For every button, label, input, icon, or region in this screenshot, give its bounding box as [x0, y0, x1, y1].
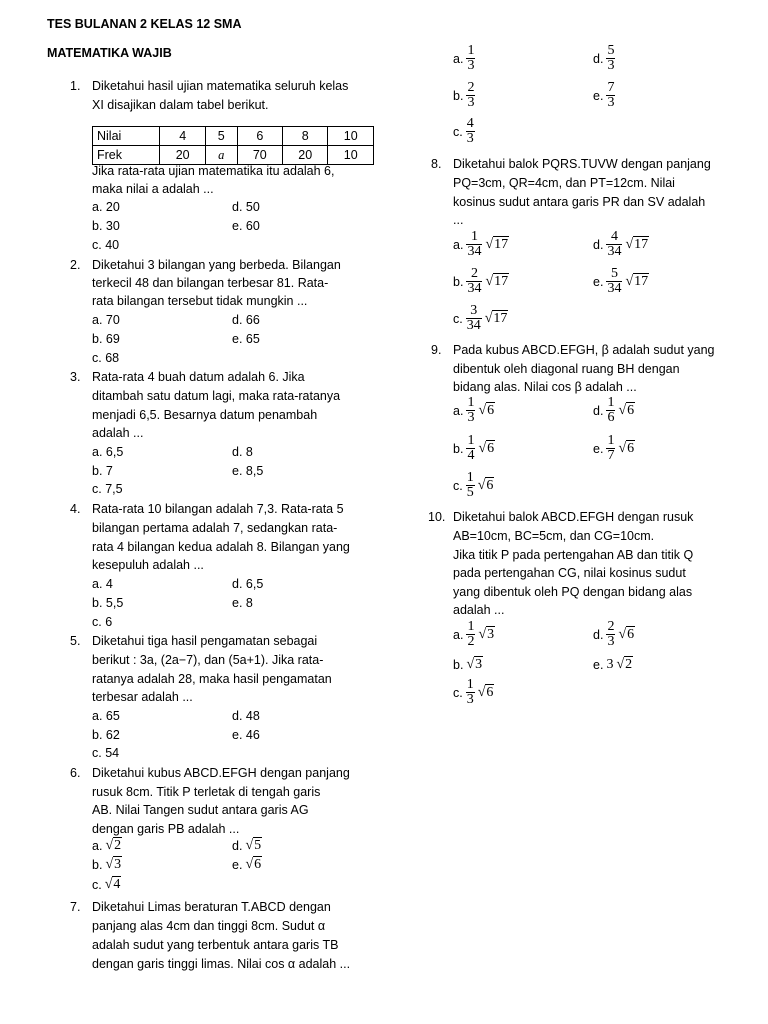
sqrt-expression: √6: [618, 440, 635, 456]
numerator: 1: [466, 677, 474, 692]
fraction: [466, 81, 475, 110]
fraction: [606, 81, 615, 110]
q10-option-e[interactable]: [593, 656, 633, 674]
radicand: 6: [627, 402, 635, 418]
table-cell: 4: [160, 127, 205, 146]
q7-line: adalah sudut yang terbentuk antara garis TB: [92, 938, 339, 952]
q5-line: ratanya adalah 28, maka hasil pengamatan: [92, 672, 332, 686]
q10-number: 10.: [428, 510, 446, 524]
q4-line: kesepuluh adalah ...: [92, 558, 204, 572]
radicand: 17: [494, 236, 509, 252]
radicand: 6: [487, 402, 495, 418]
denominator: 3: [466, 692, 474, 707]
q10-line: pada pertengahan CG, nilai kosinus sudut: [453, 566, 686, 580]
q2-line: rata bilangan tersebut tidak mungkin ...: [92, 294, 308, 308]
sqrt-expression: √6: [478, 440, 495, 456]
numerator: 7: [607, 80, 615, 95]
q8-line: ...: [453, 213, 464, 227]
subject-title: MATEMATIKA WAJIB: [47, 46, 172, 60]
q7-line: Diketahui Limas beraturan T.ABCD dengan: [92, 900, 331, 914]
sqrt-expression: √17: [485, 273, 509, 289]
numerator: 1: [607, 433, 615, 448]
q1-option-b[interactable]: b. 30: [92, 219, 120, 233]
fraction: [606, 44, 615, 73]
q1-line: maka nilai a adalah ...: [92, 182, 214, 196]
q10-line: yang dibentuk oleh PQ dengan bidang alas: [453, 585, 693, 599]
q5-number: 5.: [70, 634, 81, 648]
q7-line: panjang alas 4cm dan tinggi 8cm. Sudut α: [92, 919, 326, 933]
sqrt-expression: √5: [245, 838, 262, 853]
q5-option-c[interactable]: c. 54: [92, 746, 120, 760]
q2-option-a[interactable]: a. 70: [92, 313, 120, 327]
radicand: 6: [254, 857, 262, 872]
q1-option-e[interactable]: e. 60: [232, 219, 260, 233]
q3-option-a[interactable]: a. 6,5: [92, 445, 124, 459]
q1-number: 1.: [70, 79, 81, 93]
fraction: [466, 620, 475, 649]
table-cell: 70: [237, 146, 282, 165]
radicand: 17: [493, 310, 508, 326]
numerator: 4: [610, 229, 618, 244]
sqrt-expression: √6: [478, 402, 495, 418]
denominator: 34: [607, 244, 622, 259]
table-cell: 10: [328, 146, 374, 165]
fraction: [466, 117, 475, 146]
table-cell: 5: [205, 127, 237, 146]
q4-number: 4.: [70, 502, 81, 516]
option-label: e.: [593, 658, 604, 672]
q2-line: Diketahui 3 bilangan yang berbeda. Bilangan: [92, 258, 341, 272]
option-label: b.: [453, 658, 464, 672]
table-cell: 8: [283, 127, 328, 146]
q5-line: terbesar adalah ...: [92, 690, 193, 704]
fraction: [466, 267, 482, 296]
numerator: 1: [467, 395, 475, 410]
q8-option-d[interactable]: [593, 230, 649, 259]
table-cell: a: [205, 146, 237, 165]
radicand: 3: [487, 626, 495, 642]
option-label: b.: [453, 88, 464, 103]
q4-option-c[interactable]: c. 6: [92, 615, 113, 629]
denominator: 34: [467, 244, 482, 259]
q6-line: dengan garis PB adalah ...: [92, 822, 240, 836]
q10-option-a[interactable]: [453, 620, 495, 649]
q3-line: Rata-rata 4 buah datum adalah 6. Jika: [92, 370, 305, 384]
denominator: 3: [607, 95, 615, 110]
q6-option-a[interactable]: [92, 837, 122, 855]
option-label: b.: [453, 274, 464, 289]
denominator: 4: [467, 448, 475, 463]
q3-number: 3.: [70, 370, 81, 384]
option-label: c.: [453, 311, 463, 326]
q2-line: terkecil 48 dan bilangan terbesar 81. Rata-: [92, 276, 329, 290]
fraction: [466, 230, 482, 259]
denominator: 3: [467, 410, 475, 425]
coefficient: 3: [606, 657, 614, 672]
sqrt-expression: √17: [625, 236, 649, 252]
sqrt-expression: √3: [466, 657, 483, 672]
q7-option-d[interactable]: [593, 44, 615, 73]
fraction: [466, 471, 475, 500]
option-label: b.: [453, 441, 464, 456]
q2-number: 2.: [70, 258, 81, 272]
q8-option-c[interactable]: [453, 304, 508, 333]
q4-option-a[interactable]: a. 4: [92, 577, 113, 591]
option-label: e.: [232, 858, 243, 872]
option-label: a.: [453, 627, 464, 642]
q10-option-d[interactable]: [593, 620, 635, 649]
q10-option-c[interactable]: [453, 678, 494, 707]
q8-option-a[interactable]: [453, 230, 509, 259]
q1-option-c[interactable]: c. 40: [92, 238, 120, 252]
radicand: 4: [113, 877, 121, 892]
q5-option-a[interactable]: a. 65: [92, 709, 120, 723]
q2-option-c[interactable]: c. 68: [92, 351, 120, 365]
numerator: 1: [470, 229, 478, 244]
q8-line: Diketahui balok PQRS.TUVW dengan panjang: [453, 157, 711, 171]
sqrt-expression: √4: [104, 877, 121, 892]
denominator: 34: [607, 281, 622, 296]
q10-line: Diketahui balok ABCD.EFGH dengan rusuk: [453, 510, 694, 524]
q6-option-d[interactable]: [232, 837, 262, 855]
option-label: c.: [453, 478, 463, 493]
q3-option-b[interactable]: b. 7: [92, 464, 113, 478]
radicand: 17: [494, 273, 509, 289]
q6-line: AB. Nilai Tangen sudut antara garis AG: [92, 803, 309, 817]
option-label: e.: [593, 88, 604, 103]
q7-option-a[interactable]: [453, 44, 475, 73]
q7-line: dengan garis tinggi limas. Nilai cos α adalah ...: [92, 957, 351, 971]
numerator: 2: [470, 266, 478, 281]
numerator: 1: [467, 433, 475, 448]
q9-line: Pada kubus ABCD.EFGH, β adalah sudut yang: [453, 343, 715, 357]
fraction: [606, 396, 615, 425]
q1-option-a[interactable]: a. 20: [92, 200, 120, 214]
q10-line: adalah ...: [453, 603, 505, 617]
q7-number: 7.: [70, 900, 81, 914]
option-label: d.: [232, 839, 243, 853]
denominator: 34: [467, 281, 482, 296]
q6-line: Diketahui kubus ABCD.EFGH dengan panjang: [92, 766, 350, 780]
q3-option-c[interactable]: c. 7,5: [92, 482, 123, 496]
denominator: 3: [467, 58, 475, 73]
q7-option-c[interactable]: [453, 117, 475, 146]
sqrt-expression: √6: [618, 402, 635, 418]
numerator: 5: [607, 43, 615, 58]
denominator: 3: [466, 131, 474, 146]
sqrt-expression: √17: [484, 310, 508, 326]
numerator: 2: [607, 619, 615, 634]
q4-line: Rata-rata 10 bilangan adalah 7,3. Rata-rata 5: [92, 502, 344, 516]
sqrt-expression: √3: [478, 626, 495, 642]
q1-table: [92, 126, 374, 165]
numerator: 1: [466, 470, 474, 485]
option-label: d.: [593, 403, 604, 418]
radicand: 17: [634, 236, 649, 252]
radicand: 2: [114, 838, 122, 853]
q4-option-b[interactable]: b. 5,5: [92, 596, 124, 610]
table-cell: 20: [160, 146, 205, 165]
table-cell: 10: [328, 127, 374, 146]
q6-option-e[interactable]: [232, 856, 262, 874]
fraction: [466, 396, 475, 425]
table-cell: Frek: [93, 146, 160, 165]
table-cell: Nilai: [93, 127, 160, 146]
q4-option-d[interactable]: d. 6,5: [232, 577, 264, 591]
q5-option-d[interactable]: d. 48: [232, 709, 260, 723]
radicand: 6: [627, 440, 635, 456]
option-label: a.: [453, 51, 464, 66]
denominator: 34: [466, 318, 481, 333]
q1-line: Jika rata-rata ujian matematika itu adalah 6,: [92, 164, 335, 178]
q1-line: Diketahui hasil ujian matematika seluruh kelas: [92, 79, 349, 93]
q5-option-b[interactable]: b. 62: [92, 728, 120, 742]
denominator: 3: [607, 58, 615, 73]
q2-option-b[interactable]: b. 69: [92, 332, 120, 346]
denominator: 2: [467, 634, 475, 649]
q7-option-e[interactable]: [593, 81, 615, 110]
q8-option-b[interactable]: [453, 267, 509, 296]
option-label: c.: [453, 685, 463, 700]
q9-line: dibentuk oleh diagonal ruang BH dengan: [453, 362, 680, 376]
fraction: [466, 304, 482, 333]
sqrt-expression: √3: [105, 857, 122, 872]
option-label: e.: [593, 441, 604, 456]
q5-option-e[interactable]: e. 46: [232, 728, 260, 742]
q9-number: 9.: [431, 343, 442, 357]
numerator: 1: [607, 395, 615, 410]
sqrt-expression: √17: [485, 236, 509, 252]
q1-option-d[interactable]: d. 50: [232, 200, 260, 214]
denominator: 3: [607, 634, 615, 649]
sqrt-expression: √2: [616, 657, 633, 672]
q8-line: PQ=3cm, QR=4cm, dan PT=12cm. Nilai: [453, 176, 675, 190]
numerator: 5: [610, 266, 618, 281]
q8-line: kosinus sudut antara garis PR dan SV adalah: [453, 195, 706, 209]
radicand: 3: [114, 857, 122, 872]
sqrt-expression: √6: [618, 626, 635, 642]
fraction: [606, 434, 615, 463]
fraction: [466, 434, 475, 463]
q3-option-d[interactable]: d. 8: [232, 445, 253, 459]
fraction: [466, 44, 475, 73]
radicand: 6: [627, 626, 635, 642]
radicand: 6: [487, 440, 495, 456]
sqrt-expression: √17: [625, 273, 649, 289]
q1-line: XI disajikan dalam tabel berikut.: [92, 98, 269, 112]
q8-option-e[interactable]: [593, 267, 649, 296]
q4-line: rata 4 bilangan kedua adalah 8. Bilangan yang: [92, 540, 350, 554]
option-label: d.: [593, 237, 604, 252]
option-label: a.: [453, 237, 464, 252]
sqrt-expression: √2: [105, 838, 122, 853]
q3-option-e[interactable]: e. 8,5: [232, 464, 264, 478]
q10-line: AB=10cm, BC=5cm, dan CG=10cm.: [453, 529, 655, 543]
numerator: 1: [467, 43, 475, 58]
denominator: 7: [607, 448, 615, 463]
table-cell: 20: [283, 146, 328, 165]
q6-option-c[interactable]: [92, 876, 121, 894]
q9-line: bidang alas. Nilai cos β adalah ...: [453, 380, 637, 394]
q7-option-b[interactable]: [453, 81, 475, 110]
option-label: c.: [92, 878, 102, 892]
q6-number: 6.: [70, 766, 81, 780]
radicand: 2: [625, 657, 633, 672]
q2-option-e[interactable]: e. 65: [232, 332, 260, 346]
sqrt-expression: √6: [477, 684, 494, 700]
fraction: [466, 678, 475, 707]
fraction: [606, 230, 622, 259]
radicand: 3: [475, 657, 483, 672]
q9-option-a[interactable]: [453, 396, 495, 425]
q6-option-b[interactable]: [92, 856, 122, 874]
option-label: d.: [593, 51, 604, 66]
q4-line: bilangan pertama adalah 7, sedangkan rata-: [92, 521, 338, 535]
q10-line: Jika titik P pada pertengahan AB dan titik Q: [453, 548, 694, 562]
option-label: b.: [92, 858, 103, 872]
option-label: a.: [92, 839, 103, 853]
radicand: 6: [486, 477, 494, 493]
numerator: 2: [467, 80, 475, 95]
option-label: a.: [453, 403, 464, 418]
q9-option-b[interactable]: [453, 434, 495, 463]
numerator: 3: [470, 303, 478, 318]
q10-option-b[interactable]: [453, 656, 483, 674]
option-label: c.: [453, 124, 463, 139]
sqrt-expression: √6: [245, 857, 262, 872]
denominator: 6: [607, 410, 615, 425]
q3-line: ditambah satu datum lagi, maka rata-ratanya: [92, 389, 341, 403]
denominator: 3: [467, 95, 475, 110]
fraction: [606, 267, 622, 296]
table-cell: 6: [237, 127, 282, 146]
numerator: 4: [466, 116, 474, 131]
q5-line: Diketahui tiga hasil pengamatan sebagai: [92, 634, 318, 648]
q9-option-c[interactable]: [453, 471, 494, 500]
fraction: [606, 620, 615, 649]
q9-option-d[interactable]: [593, 396, 635, 425]
q5-line: berikut : 3a, (2a−7), dan (5a+1). Jika rata-: [92, 653, 324, 667]
q3-line: menjadi 6,5. Besarnya datum penambah: [92, 408, 318, 422]
denominator: 5: [466, 485, 474, 500]
radicand: 6: [486, 684, 494, 700]
numerator: 1: [467, 619, 475, 634]
radicand: 17: [634, 273, 649, 289]
radicand: 5: [254, 838, 262, 853]
q9-option-e[interactable]: [593, 434, 635, 463]
page-title: TES BULANAN 2 KELAS 12 SMA: [47, 17, 242, 31]
q6-line: rusuk 8cm. Titik P terletak di tengah garis: [92, 785, 321, 799]
option-label: e.: [593, 274, 604, 289]
sqrt-expression: √6: [477, 477, 494, 493]
q8-number: 8.: [431, 157, 442, 171]
q2-option-d[interactable]: d. 66: [232, 313, 260, 327]
q3-line: adalah ...: [92, 426, 144, 440]
option-label: d.: [593, 627, 604, 642]
q4-option-e[interactable]: e. 8: [232, 596, 253, 610]
